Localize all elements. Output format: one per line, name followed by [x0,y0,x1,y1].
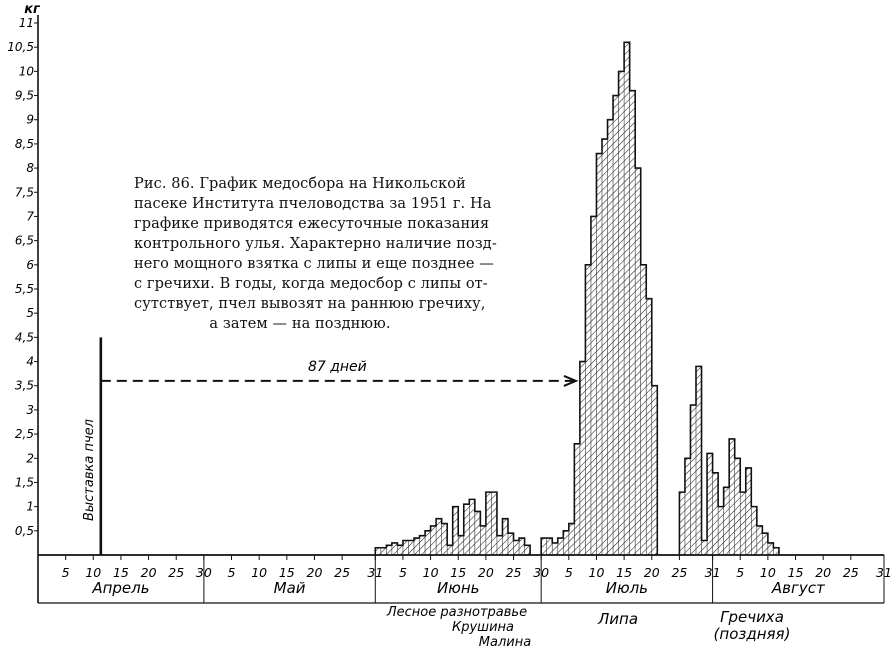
month-label: Июль [605,579,649,597]
daily-bar [453,507,459,555]
x-tick-label: 25 [505,565,522,580]
daily-bar [740,492,746,555]
daily-bar [619,71,625,555]
daily-bar [514,540,520,555]
caption-line: графике приводятся ежесуточные показания [134,216,490,232]
y-axis-unit: кг [24,2,40,17]
x-tick-label: 20 [140,565,157,580]
annotation-label: Крушина [452,620,514,635]
daily-bar [552,543,558,555]
figure-caption [134,174,526,334]
x-tick-label: 10 [85,565,102,580]
y-tick-label: 5 [26,306,34,321]
y-tick-label: 4,5 [14,330,34,345]
x-tick-label: 30 [533,565,550,580]
y-tick-label: 6,5 [14,233,34,248]
arrow-label: 87 дней [307,358,367,375]
x-tick-label: 15 [616,565,633,580]
daily-bar [525,545,531,555]
y-tick-label: 7 [26,209,34,224]
daily-bar [458,536,464,555]
daily-bar [375,548,381,555]
x-tick-label: 10 [251,565,268,580]
y-tick-label: 8,5 [14,136,34,151]
month-label: Апрель [92,579,150,597]
y-tick-label: 5,5 [14,282,34,296]
y-tick-label: 10 [18,64,34,79]
daily-bar [392,543,398,555]
daily-bar [696,366,702,555]
daily-bar [425,531,431,555]
daily-bar [580,362,586,555]
x-tick-label: 15 [787,565,804,580]
daily-bar [475,511,481,555]
x-tick-label: 20 [643,565,660,580]
daily-bar [702,540,708,555]
daily-bar [447,545,453,555]
caption-line: контрольного улья. Характерно наличие позд- [134,236,497,252]
bee-release-marker [82,337,101,555]
x-tick-label: 20 [306,565,323,580]
y-tick-label: 8 [26,161,34,176]
daily-bar [497,536,503,555]
y-axis [7,2,41,603]
daily-bar [707,453,713,555]
daily-bar [735,458,741,555]
daily-bar [558,538,564,555]
daily-bar [624,42,630,555]
daily-bar [519,538,525,555]
daily-bar [442,524,448,555]
x-tick-label: 5 [736,565,745,580]
daily-bar [768,543,774,555]
x-tick-label: 31 [367,565,384,580]
daily-bar [773,548,779,555]
daily-bar [486,492,492,555]
y-tick-label: 1 [26,499,34,514]
bee-release-label: Выставка пчел [81,419,97,521]
y-tick-label: 3 [26,402,34,417]
y-tick-label: 6 [26,257,34,272]
daily-bar [608,120,614,555]
y-tick-label: 1,5 [14,475,34,490]
y-tick-label: 3,5 [14,378,34,393]
x-tick-label: 20 [815,565,832,580]
y-tick-label: 9 [26,112,34,127]
caption-line: с гречихи. В годы, когда медосбор с липы от- [134,276,488,292]
annotation-label: Малина [478,635,532,650]
daily-bar [602,139,608,555]
daily-bar [480,526,486,555]
daily-bar [408,540,414,555]
y-tick-label: 9,5 [14,88,34,103]
x-tick-label: 25 [334,565,351,580]
x-tick-label: 25 [671,565,688,580]
daily-bar [547,538,553,555]
x-tick-label: 31 [704,565,721,580]
daily-bar [508,533,514,555]
month-label: Май [273,579,306,597]
x-tick-label: 30 [195,565,212,580]
y-tick-label: 7,5 [14,185,34,200]
daily-bar [563,531,569,555]
daily-bar [541,538,547,555]
x-tick-label: 20 [477,565,494,580]
daily-bar [381,548,387,555]
x-tick-label: 5 [61,565,70,580]
x-tick-label: 15 [450,565,467,580]
daily-bar [469,499,475,555]
daily-bar [414,538,420,555]
daily-bar [762,533,768,555]
annotation-label: Липа [597,610,639,628]
daily-bar [646,299,652,555]
daily-bar [652,386,658,555]
x-tick-label: 15 [112,565,129,580]
x-tick-label: 5 [227,565,236,580]
daily-bar [569,524,575,555]
x-tick-label: 10 [422,565,439,580]
daily-bar [491,492,497,555]
x-tick-label: 10 [588,565,605,580]
interval-arrow [101,359,576,386]
x-axis [38,555,892,603]
x-tick-label: 10 [759,565,776,580]
y-tick-label: 10,5 [7,40,34,55]
annotation-label: Гречиха [720,608,784,626]
y-tick-label: 2 [26,451,34,466]
daily-bar [724,487,730,555]
daily-bar [690,405,696,555]
y-tick-label: 0,5 [14,523,34,538]
plant-annotations [386,605,791,650]
daily-bar [630,91,636,555]
daily-bar [685,458,691,555]
daily-bar [635,168,641,555]
caption-line: Рис. 86. График медосбора на Никольской [134,176,466,192]
annotation-label: Лесное разнотравье [386,605,528,620]
month-label: Август [771,579,825,597]
x-tick-label: 25 [168,565,185,580]
caption-line: сутствует, пчел вывозят на раннюю гречиху, [134,296,486,312]
daily-bar [751,507,757,555]
y-tick-label: 2,5 [14,427,34,442]
x-tick-label: 25 [842,565,859,580]
caption-line: него мощного взятка с липы и еще позднее — [134,256,494,272]
daily-bar [718,507,724,555]
y-tick-label: 11 [18,16,34,30]
daily-bar [613,96,619,555]
x-tick-label: 5 [398,565,407,580]
y-tick-label: 4 [26,354,34,369]
daily-bar [596,154,602,555]
daily-bar [436,519,442,555]
daily-bar [757,526,763,555]
caption-line: пасеке Института пчеловодства за 1951 г. На [134,196,492,212]
caption-line: а затем — на позднюю. [209,316,391,332]
daily-bar [431,526,437,555]
daily-bar [746,468,752,555]
daily-bar [729,439,735,555]
x-tick-label: 5 [564,565,573,580]
daily-bar [386,545,392,555]
daily-bar [574,444,580,555]
daily-bar [585,265,591,555]
annotation-label: (поздняя) [713,625,791,643]
x-tick-label: 15 [278,565,295,580]
daily-bar [464,504,470,555]
daily-bar [420,536,426,555]
daily-bar [713,473,719,555]
daily-bar [641,265,647,555]
daily-bar [502,519,508,555]
daily-bar [403,540,409,555]
month-label: Июнь [436,579,480,597]
daily-bar [679,492,685,555]
daily-bar [591,216,597,555]
daily-bar [397,545,403,555]
x-tick-label: 31 [876,565,892,580]
